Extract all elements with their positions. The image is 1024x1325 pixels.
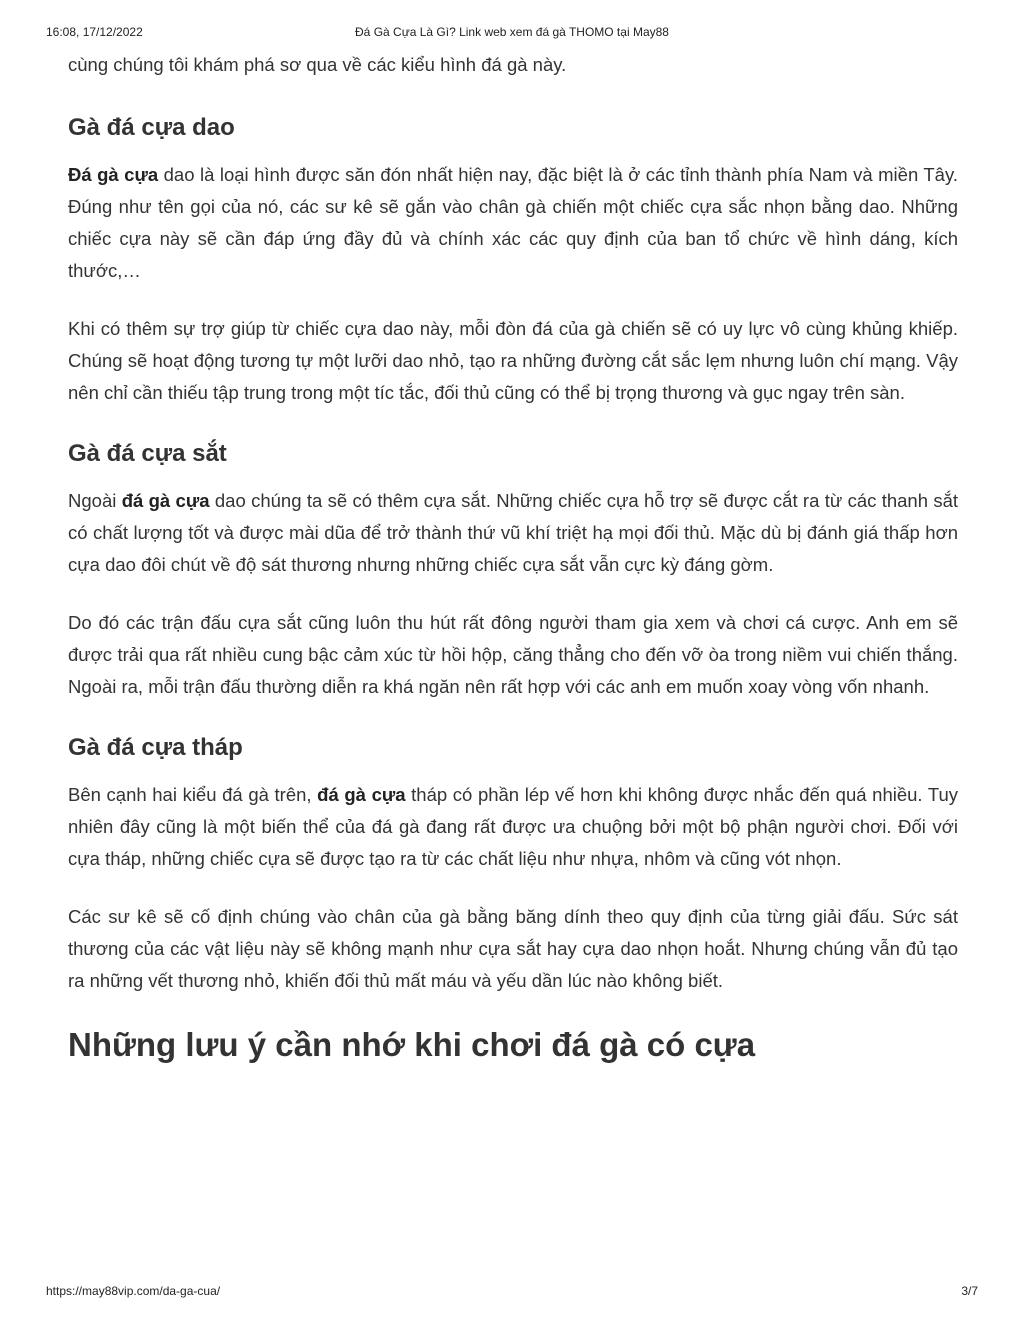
print-page-number: 3/7 [961,1284,978,1298]
paragraph-text: dao chúng ta sẽ có thêm cựa sắt. Những chiếc cựa hỗ trợ sẽ được cắt ra từ các thanh sắt có chất lượng tốt và được mài dũa để trở thành thứ vũ khí triệt hạ mọi đối thủ. Mặc dù bị đánh giá thấp hơn cựa dao đôi chút về độ sát thương nhưng những chiếc cựa sắt vẫn cực kỳ đáng gờm. [68,490,959,575]
paragraph-text: Ngoài [68,490,122,511]
keyword-da-ga-cua: đá gà cựa [121,490,210,511]
paragraph-cua-sat-2: Do đó các trận đấu cựa sắt cũng luôn thu hút rất đông người tham gia xem và chơi cá cược. Anh em sẽ được trải qua rất nhiều cung bậc cảm xúc từ hồi hộp, căng thẳng cho đến vỡ òa trong niềm vui chiến thắng. Ngoài ra, mỗi trận đấu thường diễn ra khá ngăn nên rất hợp với các anh em muốn xoay vòng vốn nhanh. [68,612,958,697]
heading-cua-dao: Gà đá cựa dao [68,114,235,141]
paragraph-cua-dao-2: Khi có thêm sự trợ giúp từ chiếc cựa dao này, mỗi đòn đá của gà chiến sẽ có uy lực vô cùng khủng khiếp. Chúng sẽ hoạt động tương tự một lưỡi dao nhỏ, tạo ra những đường cắt sắc lẹm nhưng luôn chí mạng. Vậy nên chỉ cần thiếu tập trung trong một tíc tắc, đối thủ cũng có thể bị trọng thương và gục ngay trên sàn. [68,318,958,403]
paragraph-text: tháp có phần lép vế hơn khi không được nhắc đến quá nhiều. Tuy nhiên đây cũng là một biến thể của đá gà đang rất được ưa chuộng bởi một bộ phận người chơi. Đối với cựa tháp, những chiếc cựa sẽ được tạo ra từ các chất liệu như nhựa, nhôm và cũng vót nhọn. [68,784,959,869]
keyword-da-ga-cua: Đá gà cựa [68,164,159,185]
paragraph-text: dao là loại hình được săn đón nhất hiện nay, đặc biệt là ở các tỉnh thành phía Nam và miền Tây. Đúng như tên gọi của nó, các sư kê sẽ gắn vào chân gà chiến một chiếc cựa sắc nhọn bằng dao. Những chiếc cựa này sẽ cần đáp ứng đầy đủ và chính xác các quy định của ban tổ chức về hình dáng, kích thước,… [68,164,958,281]
print-header [46,25,978,41]
intro-paragraph-tail: cùng chúng tôi khám phá sơ qua về các kiểu hình đá gà này. [68,54,567,75]
heading-cua-sat: Gà đá cựa sắt [68,440,227,467]
keyword-da-ga-cua: đá gà cựa [317,784,406,805]
paragraph-cua-thap-1 [68,779,958,875]
print-page-title: Đá Gà Cựa Là Gì? Link web xem đá gà THOMO tại May88 [355,25,669,39]
heading-cua-thap: Gà đá cựa tháp [68,734,243,761]
print-datetime: 16:08, 17/12/2022 [46,25,143,39]
paragraph-cua-sat-1 [68,485,958,581]
print-footer [46,1284,978,1300]
print-page-url: https://may88vip.com/da-ga-cua/ [46,1284,221,1298]
paragraph-cua-dao-1 [68,159,958,287]
heading-luu-y: Những lưu ý cần nhớ khi chơi đá gà có cựa [68,1026,756,1063]
article-body [68,48,958,1065]
paragraph-text: Bên cạnh hai kiểu đá gà trên, [68,784,318,805]
paragraph-cua-thap-2: Các sư kê sẽ cố định chúng vào chân của gà bằng băng dính theo quy định của từng giải đấu. Sức sát thương của các vật liệu này sẽ không mạnh như cựa sắt hay cựa dao nhọn hoắt. Nhưng chúng vẫn đủ tạo ra những vết thương nhỏ, khiến đối thủ mất máu và yếu dần lúc nào không biết. [68,906,958,991]
